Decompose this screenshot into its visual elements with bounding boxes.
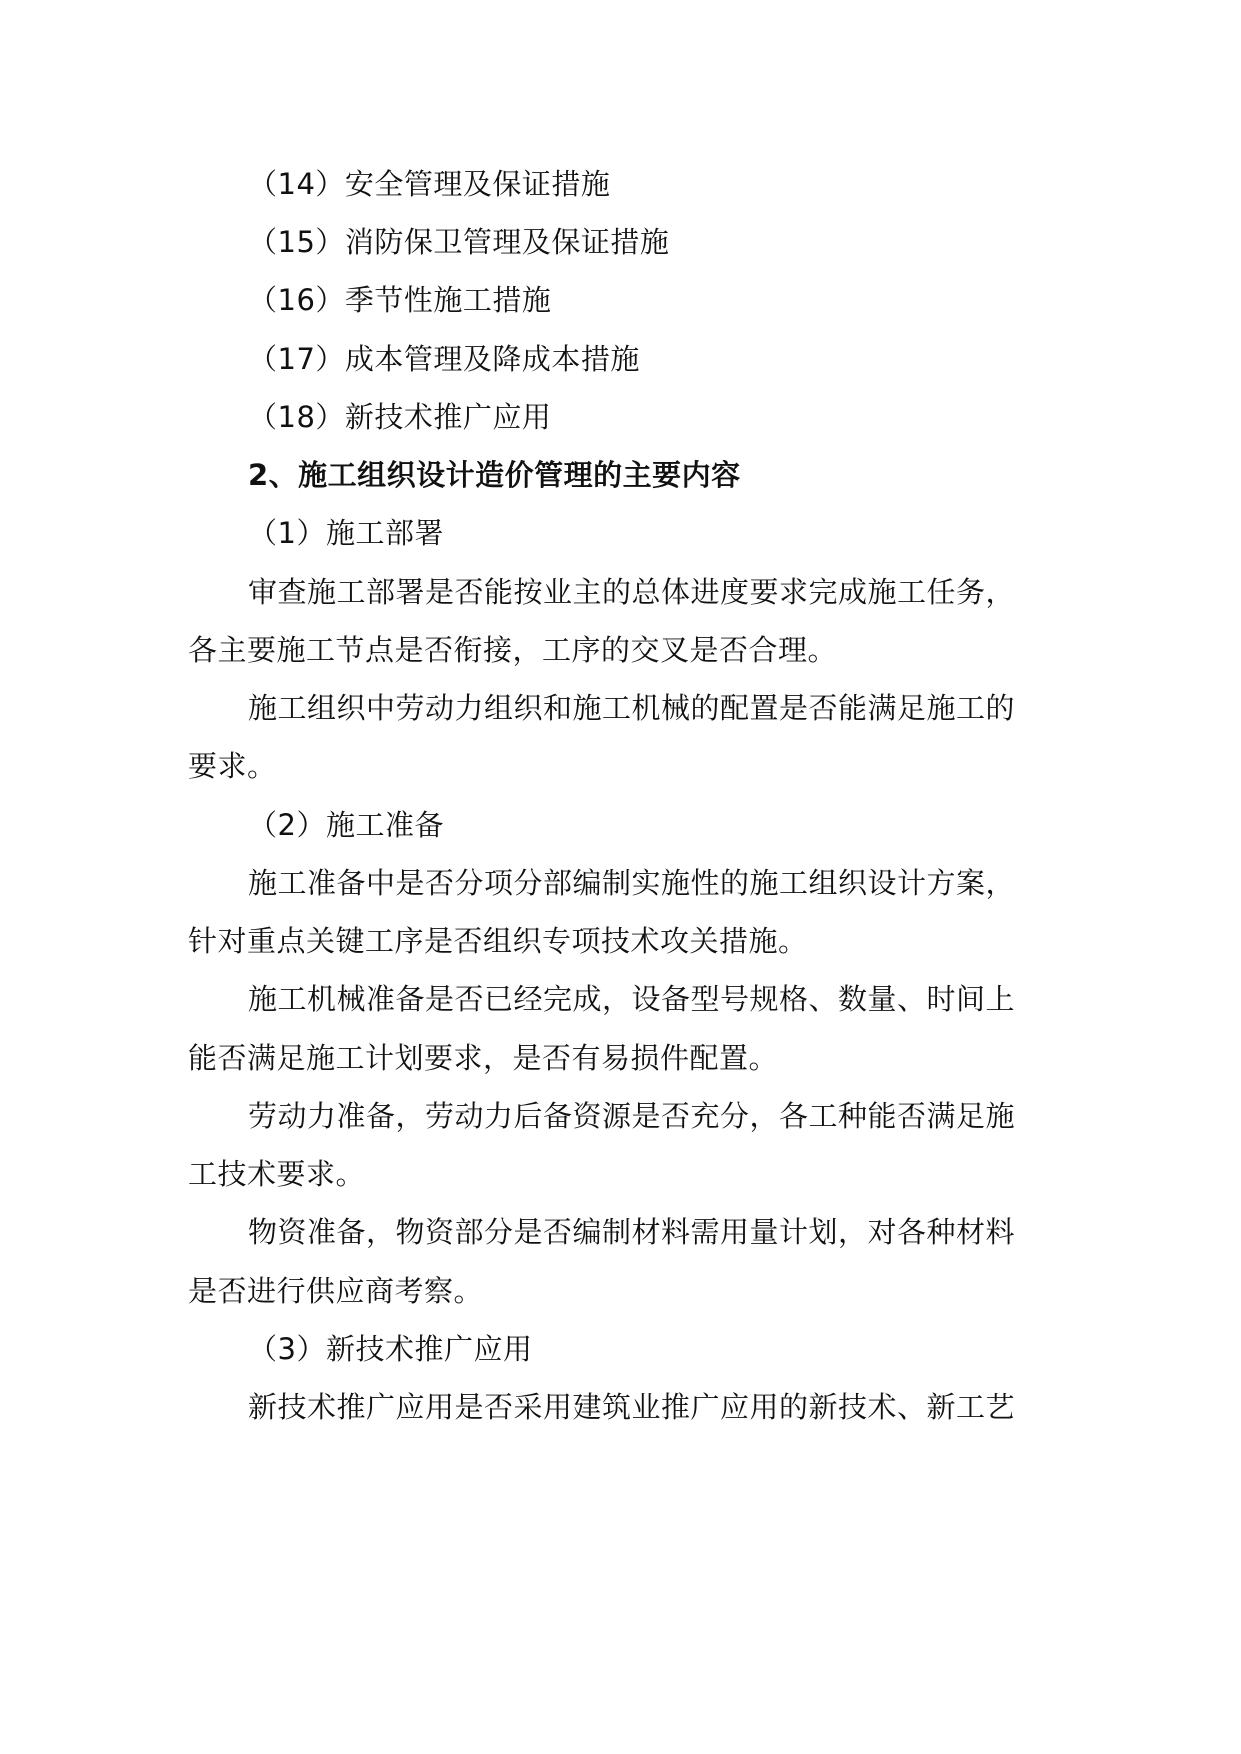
paragraph-1-line-2: 各主要施工节点是否衔接，工序的交叉是否合理。 — [188, 633, 838, 667]
paragraph-4-line-2: 能否满足施工计划要求，是否有易损件配置。 — [188, 1041, 779, 1075]
subsection-title-3: （3）新技术推广应用 — [248, 1332, 533, 1366]
paragraph-5-line-1: 劳动力准备，劳动力后备资源是否充分，各工种能否满足施 — [248, 1099, 1016, 1133]
paragraph-1-line-1: 审查施工部署是否能按业主的总体进度要求完成施工任务， — [248, 575, 1016, 609]
list-item-15: （15）消防保卫管理及保证措施 — [248, 225, 670, 259]
subsection-title-1: （1）施工部署 — [248, 516, 444, 550]
paragraph-3-line-2: 针对重点关键工序是否组织专项技术攻关措施。 — [188, 924, 808, 958]
paragraph-2-line-2: 要求。 — [188, 749, 277, 783]
list-item-14: （14）安全管理及保证措施 — [248, 167, 611, 201]
paragraph-7-line-1: 新技术推广应用是否采用建筑业推广应用的新技术、新工艺 — [248, 1390, 1016, 1424]
subsection-title-2: （2）施工准备 — [248, 808, 444, 842]
paragraph-6-line-2: 是否进行供应商考察。 — [188, 1274, 484, 1308]
section-heading: 2、施工组织设计造价管理的主要内容 — [248, 458, 741, 492]
paragraph-2-line-1: 施工组织中劳动力组织和施工机械的配置是否能满足施工的 — [248, 691, 1016, 725]
list-item-16: （16）季节性施工措施 — [248, 283, 552, 317]
paragraph-3-line-1: 施工准备中是否分项分部编制实施性的施工组织设计方案， — [248, 866, 1016, 900]
list-item-17: （17）成本管理及降成本措施 — [248, 342, 640, 376]
list-item-18: （18）新技术推广应用 — [248, 400, 552, 434]
paragraph-6-line-1: 物资准备，物资部分是否编制材料需用量计划，对各种材料 — [248, 1215, 1016, 1249]
paragraph-5-line-2: 工技术要求。 — [188, 1157, 366, 1191]
paragraph-4-line-1: 施工机械准备是否已经完成，设备型号规格、数量、时间上 — [248, 982, 1016, 1016]
